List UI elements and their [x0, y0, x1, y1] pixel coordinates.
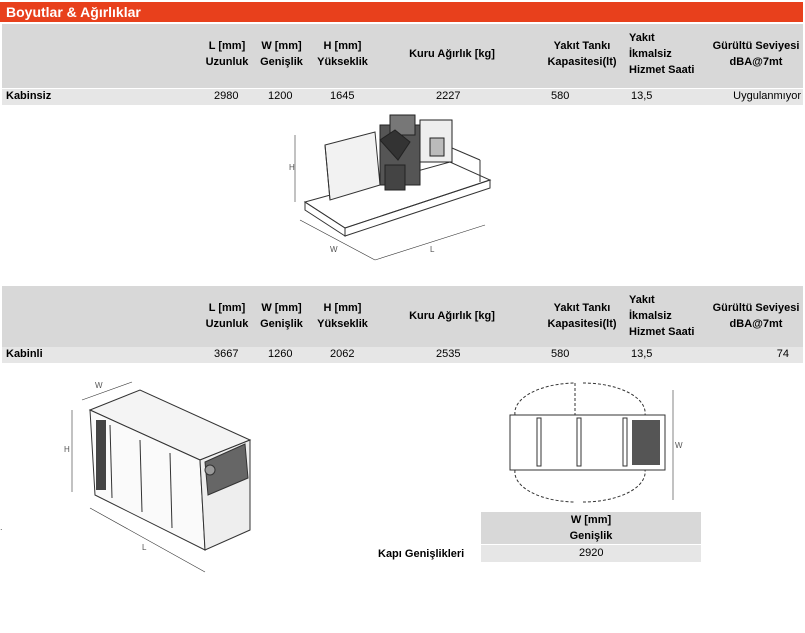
door-width-value: 2920 [579, 547, 604, 559]
table-row [2, 347, 803, 363]
col-length: L [mm] Uzunluk [205, 302, 249, 330]
table-header-canopy [2, 286, 803, 350]
section-title-bar [0, 2, 803, 22]
col-width: W [mm] Genişlik [260, 40, 303, 68]
col-dry-weight: Kuru Ağırlık [kg] [409, 310, 495, 322]
door-width-header [481, 512, 701, 544]
col-height: H [mm] Yükseklik [317, 302, 368, 330]
col-noise: Gürültü Seviyesi dBA@7mt [712, 40, 800, 68]
col-noise: Gürültü Seviyesi dBA@7mt [712, 302, 800, 330]
col-height: H [mm] Yükseklik [317, 40, 368, 68]
dim-label-w: W [95, 381, 103, 390]
cell-height: 2062 [330, 348, 355, 360]
col-fuel-tank: Yakıt Tankı Kapasitesi(lt) [547, 302, 617, 330]
cell-fuel-tank: 580 [551, 348, 570, 360]
cell-length: 3667 [214, 348, 239, 360]
col-dry-weight: Kuru Ağırlık [kg] [409, 48, 495, 60]
table-row [2, 89, 803, 105]
cell-noise: 74 [776, 348, 789, 360]
cell-service-hours: 13,5 [631, 90, 653, 102]
col-width: W [mm] Genişlik [260, 302, 303, 330]
cell-service-hours: 13,5 [631, 348, 653, 360]
dim-label-h: H [64, 445, 70, 454]
dim-label-l: L [142, 543, 147, 552]
door-widths-label: Kapı Genişlikleri [378, 548, 465, 560]
cell-dry-weight: 2227 [436, 90, 461, 102]
cell-height: 1645 [330, 90, 355, 102]
col-fuel-tank: Yakıt Tankı Kapasitesi(lt) [547, 40, 617, 68]
dim-label-w: W [330, 245, 338, 254]
door-width-row [481, 545, 701, 562]
cell-dry-weight: 2535 [436, 348, 461, 360]
dim-label-h: H [289, 163, 295, 172]
col-service-hours: Yakıt İkmalsiz Hizmet Saati [629, 294, 695, 338]
door-col-header: W [mm] Genişlik [569, 514, 613, 542]
canopy-top-view-drawing [505, 380, 690, 510]
col-service-hours: Yakıt İkmalsiz Hizmet Saati [629, 32, 695, 76]
cell-noise: Uygulanmıyor [733, 90, 801, 102]
table-header-open [2, 24, 803, 88]
stray-mark: . [0, 522, 3, 532]
dim-label-w: W [675, 441, 683, 450]
dim-label-l: L [430, 245, 435, 254]
open-generator-drawing [280, 110, 495, 270]
cell-width: 1200 [268, 90, 293, 102]
row-label: Kabinli [6, 348, 43, 360]
col-length: L [mm] Uzunluk [205, 40, 249, 68]
cell-fuel-tank: 580 [551, 90, 570, 102]
row-label: Kabinsiz [6, 90, 52, 102]
canopy-generator-drawing [60, 380, 255, 580]
cell-width: 1260 [268, 348, 293, 360]
cell-length: 2980 [214, 90, 239, 102]
section-title: Boyutlar & Ağırlıklar [6, 4, 141, 20]
